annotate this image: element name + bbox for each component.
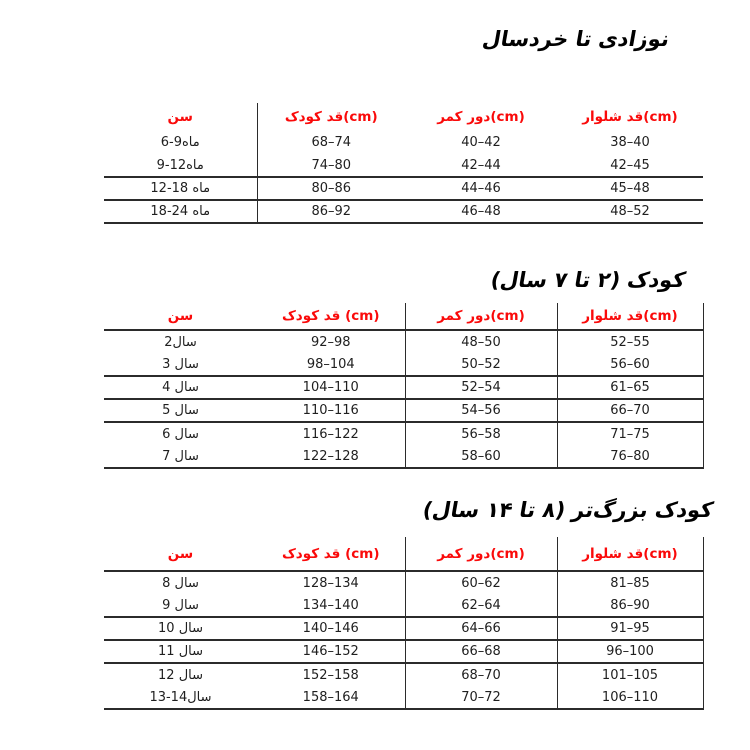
table-row	[104, 617, 703, 640]
age-cell: 9-12ماه	[104, 154, 257, 177]
waist-cell: 56–58	[405, 422, 557, 445]
table-row	[104, 686, 703, 709]
child-height-cell: 68–74	[311, 135, 352, 150]
age-cell: 8 سال	[162, 575, 199, 591]
child-height-cell: 80–86	[257, 177, 405, 200]
pants-length-cell: 42–45	[557, 154, 703, 177]
age-cell: 3 سال	[104, 353, 257, 376]
waist-cell: 64–66	[405, 617, 557, 640]
pants-length-cell: 76–80	[557, 445, 703, 468]
header-child-height: قد کودک (cm)	[257, 537, 405, 571]
table-row	[104, 154, 703, 177]
child-height-cell: 98–104	[257, 353, 405, 376]
age-cell: 12-18 ماه	[104, 177, 257, 200]
header-age: سن	[104, 103, 257, 131]
pants-length-cell: 45–48	[557, 177, 703, 200]
header-row	[104, 103, 703, 131]
header-waist: دور کمر(cm)	[405, 303, 557, 330]
header-row	[104, 537, 703, 571]
child-height-cell: 104–110	[257, 376, 405, 399]
pants-length-cell: 71–75	[557, 422, 703, 445]
waist-cell: 44–46	[405, 177, 557, 200]
age-cell: 18-24 ماه	[104, 200, 257, 223]
child-height-cell: 152–158	[257, 663, 405, 686]
header-child-height: قد کودک (cm)	[257, 303, 405, 330]
section-title-child: کودک (۲ تا ۷ سال)	[488, 268, 688, 292]
waist-cell: 62–64	[405, 594, 557, 617]
pants-length-cell: 81–85	[557, 571, 703, 594]
waist-cell: 58–60	[405, 445, 557, 468]
waist-cell: 52–54	[405, 376, 557, 399]
pants-length-cell: 101–105	[557, 663, 703, 686]
waist-cell: 70–72	[405, 686, 557, 709]
pants-length-cell: 66–70	[557, 399, 703, 422]
table-row	[104, 640, 703, 663]
table-row	[104, 571, 703, 594]
table-row	[104, 594, 703, 617]
pants-length-cell: 91–95	[557, 617, 703, 640]
table-row	[104, 376, 703, 399]
child-height-cell: 158–164	[257, 686, 405, 709]
child-height-cell: 116–122	[257, 422, 405, 445]
age-cell: 6 سال	[162, 426, 199, 442]
waist-cell: 68–70	[405, 663, 557, 686]
header-waist: دور کمر(cm)	[405, 537, 557, 571]
age-cell: 4 سال	[104, 376, 257, 399]
table-row	[104, 131, 703, 154]
child-height-cell: 128–134	[257, 571, 405, 594]
age-cell: 9 سال	[104, 594, 257, 617]
table-row	[104, 399, 703, 422]
child-height-cell: 92–98	[257, 330, 405, 353]
age-cell: 6-9ماه	[104, 131, 257, 154]
header-age: سن	[104, 303, 257, 330]
header-waist: دور کمر(cm)	[437, 109, 525, 125]
waist-cell: 48–50	[405, 330, 557, 353]
child-height-cell: 110–116	[257, 399, 405, 422]
age-cell: 12 سال	[158, 667, 203, 683]
pants-length-cell: 61–65	[557, 376, 703, 399]
pants-length-cell: 56–60	[557, 353, 703, 376]
size-table-infant	[104, 103, 703, 224]
child-height-cell: 140–146	[257, 617, 405, 640]
table-row	[104, 200, 703, 223]
size-table-child	[104, 303, 704, 469]
age-cell: 5 سال	[104, 399, 257, 422]
table-row	[104, 353, 703, 376]
section-title-infant: نوزادی تا خردسال	[480, 27, 672, 51]
table-row	[104, 663, 703, 686]
table-row	[104, 422, 703, 445]
header-pants-length: قد شلوار(cm)	[557, 537, 703, 571]
child-height-cell: 146–152	[257, 640, 405, 663]
header-child-height: قد کودک(cm)	[284, 109, 378, 125]
pants-length-cell: 96–100	[557, 640, 703, 663]
child-height-cell: 122–128	[257, 445, 405, 468]
age-cell: 11 سال	[104, 640, 257, 663]
waist-cell: 50–52	[405, 353, 557, 376]
age-cell: 10 سال	[104, 617, 257, 640]
table-row	[104, 445, 703, 468]
waist-cell: 54–56	[405, 399, 557, 422]
header-age: سن	[104, 537, 257, 571]
age-cell: 2سال	[164, 334, 197, 350]
age-cell: 7 سال	[104, 445, 257, 468]
header-row	[104, 303, 703, 330]
table-row	[104, 330, 703, 353]
waist-cell: 42–44	[405, 154, 557, 177]
age-cell: 13-14سال	[104, 686, 257, 709]
header-pants-length: قد شلوار(cm)	[557, 303, 703, 330]
waist-cell: 60–62	[405, 571, 557, 594]
header-pants-length: قد شلوار(cm)	[582, 109, 678, 125]
pants-length-cell: 38–40	[610, 135, 650, 150]
child-height-cell: 74–80	[257, 154, 405, 177]
child-height-cell: 134–140	[257, 594, 405, 617]
pants-length-cell: 52–55	[557, 330, 703, 353]
waist-cell: 66–68	[405, 640, 557, 663]
pants-length-cell: 48–52	[557, 200, 703, 223]
pants-length-cell: 106–110	[557, 686, 703, 709]
table-row	[104, 177, 703, 200]
section-title-older-child: کودک بزرگ‌تر (۸ تا ۱۴ سال)	[420, 498, 716, 522]
waist-cell: 40–42	[461, 135, 501, 150]
waist-cell: 46–48	[405, 200, 557, 223]
size-table-older-child	[104, 537, 704, 710]
pants-length-cell: 86–90	[557, 594, 703, 617]
child-height-cell: 86–92	[257, 200, 405, 223]
